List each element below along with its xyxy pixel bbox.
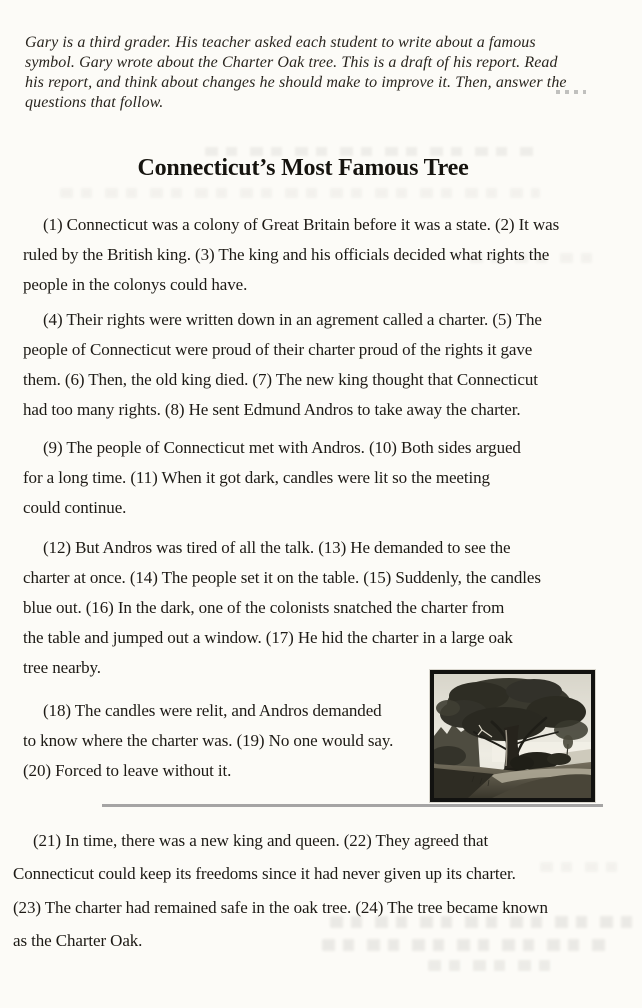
report-line: Connecticut could keep its freedoms since it had never given up its charter. [13,864,516,884]
intro-line: his report, and think about changes he should make to improve it. Then, answer the [25,74,567,91]
report-line: ruled by the British king. (3) The king and his officials decided what rights the [23,245,550,264]
figure-rule [102,804,603,807]
report-line: (1) Connecticut was a colony of Great Britain before it was a state. (2) It was [43,215,560,234]
intro-line: Gary is a third grader. His teacher asked each student to write about a famous [25,34,536,51]
report-line: people of Connecticut were proud of their charter proud of the rights it gave [23,340,533,359]
report-paragraph-4 [23,533,541,683]
report-paragraph-1 [23,210,559,300]
report-line: them. (6) Then, the old king died. (7) The new king thought that Connecticut [23,370,538,389]
bleed-through-artifact [540,862,630,872]
intro-line: questions that follow. [25,94,164,111]
report-line: tree nearby. [23,658,101,677]
report-line: (4) Their rights were written down in an agrement called a charter. (5) The [43,310,542,329]
report-line: as the Charter Oak. [13,931,143,951]
trunk-highlight [506,730,507,766]
report-line: had too many rights. (8) He sent Edmund Andros to take away the charter. [23,400,521,419]
report-line: blue out. (16) In the dark, one of the colonists snatched the charter from [23,598,505,617]
report-line: charter at once. (14) The people set it on the table. (15) Suddenly, the candles [23,568,541,587]
report-line: for a long time. (11) When it got dark, candles were lit so the meeting [23,468,490,487]
report-line: (18) The candles were relit, and Andros demanded [43,701,382,720]
report-line: (20) Forced to leave without it. [23,761,232,780]
oak-tree-engraving [434,674,591,798]
report-line: to know where the charter was. (19) No one would say. [23,731,394,750]
report-line: the table and jumped out a window. (17) He hid the charter in a large oak [23,628,513,647]
report-line: (12) But Andros was tired of all the talk. (13) He demanded to see the [43,538,511,557]
intro-instructions [25,33,567,113]
bleed-through-artifact [428,960,563,971]
report-title: Connecticut’s Most Famous Tree [137,155,469,181]
oak-tree-figure [430,670,595,802]
report-paragraph-2 [23,305,542,425]
report-paragraph-3 [23,433,521,523]
report-line: (23) The charter had remained safe in the oak tree. (24) The tree became known [13,897,548,917]
small-tree-crown [563,735,573,749]
report-line: (9) The people of Connecticut met with Andros. (10) Both sides argued [43,438,521,457]
report-line: (21) In time, there was a new king and queen. (22) They agreed that [33,831,489,850]
report-line: people in the colonys could have. [23,275,248,294]
report-paragraph-5 [23,696,393,786]
intro-line: symbol. Gary wrote about the Charter Oak tree. This is a draft of his report. Read [25,54,558,71]
bleed-through-artifact [60,188,540,198]
report-paragraph-6 [13,824,548,958]
report-line: could continue. [23,498,127,517]
